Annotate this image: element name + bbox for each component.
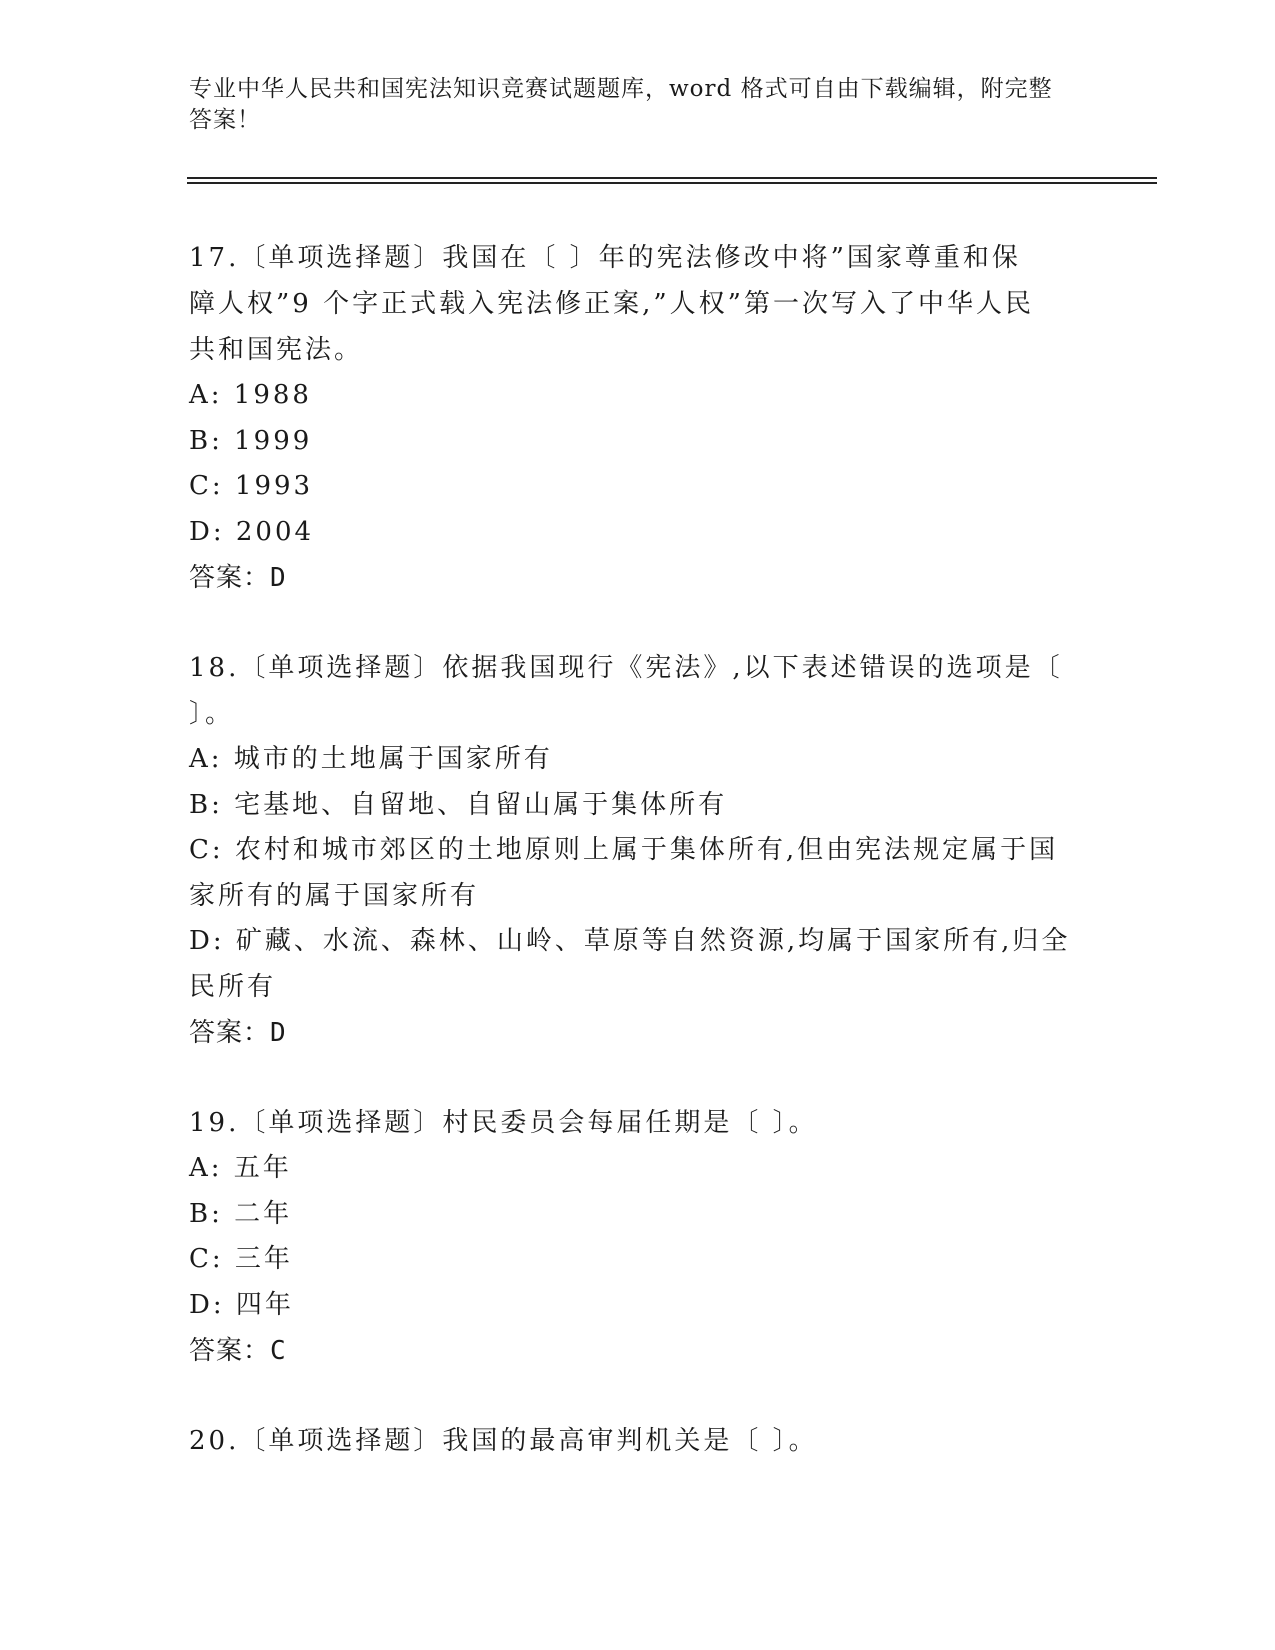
question-17 bbox=[189, 235, 1074, 601]
header-line-1: 专业中华人民共和国宪法知识竞赛试题题库，word 格式可自由下载编辑，附完整 bbox=[189, 76, 1053, 102]
option-d-continued: 民所有 bbox=[189, 971, 277, 1002]
option-a: A: 五年 bbox=[189, 1153, 292, 1183]
question-spacer bbox=[189, 1374, 1074, 1418]
option-c: C: 1993 bbox=[189, 471, 314, 501]
question-spacer bbox=[189, 1056, 1074, 1100]
answer-label: 答案：C bbox=[189, 1336, 287, 1366]
option-a: A: 1988 bbox=[189, 380, 312, 410]
option-c: C: 农村和城市郊区的土地原则上属于集体所有,但由宪法规定属于国 bbox=[189, 835, 1059, 865]
option-a: A: 城市的土地属于国家所有 bbox=[189, 744, 553, 774]
question-19 bbox=[189, 1100, 1074, 1374]
option-c-continued: 家所有的属于国家所有 bbox=[189, 880, 480, 911]
option-d: D: 2004 bbox=[189, 516, 315, 547]
option-b: B: 1999 bbox=[189, 425, 313, 456]
question-stem-line: 障人权”9 个字正式载入宪法修正案,”人权”第一次写入了中华人民 bbox=[189, 289, 1034, 319]
answer-label: 答案：D bbox=[189, 1018, 287, 1048]
question-stem-line: 〕。 bbox=[189, 699, 235, 729]
option-c: C: 三年 bbox=[189, 1244, 293, 1274]
document-header bbox=[189, 74, 1069, 136]
question-list bbox=[189, 235, 1074, 1464]
header-divider-top bbox=[187, 177, 1157, 179]
question-18 bbox=[189, 645, 1074, 1056]
question-stem-line: 共和国宪法。 bbox=[189, 335, 364, 365]
header-line-2: 答案！ bbox=[189, 107, 261, 133]
option-b: B: 二年 bbox=[189, 1198, 293, 1229]
option-d: D: 四年 bbox=[189, 1289, 294, 1320]
question-stem-line: 20.〔单项选择题〕我国的最高审判机关是〔 〕。 bbox=[189, 1426, 818, 1456]
question-20 bbox=[189, 1418, 1074, 1464]
question-spacer bbox=[189, 601, 1074, 645]
option-d: D: 矿藏、水流、森林、山岭、草原等自然资源,均属于国家所有,归全 bbox=[189, 926, 1071, 956]
question-stem-line: 17.〔单项选择题〕我国在〔 〕年的宪法修改中将”国家尊重和保 bbox=[189, 243, 1021, 273]
answer-label: 答案：D bbox=[189, 563, 287, 593]
question-stem-line: 18.〔单项选择题〕依据我国现行《宪法》,以下表述错误的选项是〔 bbox=[189, 653, 1063, 683]
option-b: B: 宅基地、自留地、自留山属于集体所有 bbox=[189, 789, 728, 820]
header-divider-bottom bbox=[187, 182, 1157, 184]
question-stem-line: 19.〔单项选择题〕村民委员会每届任期是〔 〕。 bbox=[189, 1108, 818, 1138]
